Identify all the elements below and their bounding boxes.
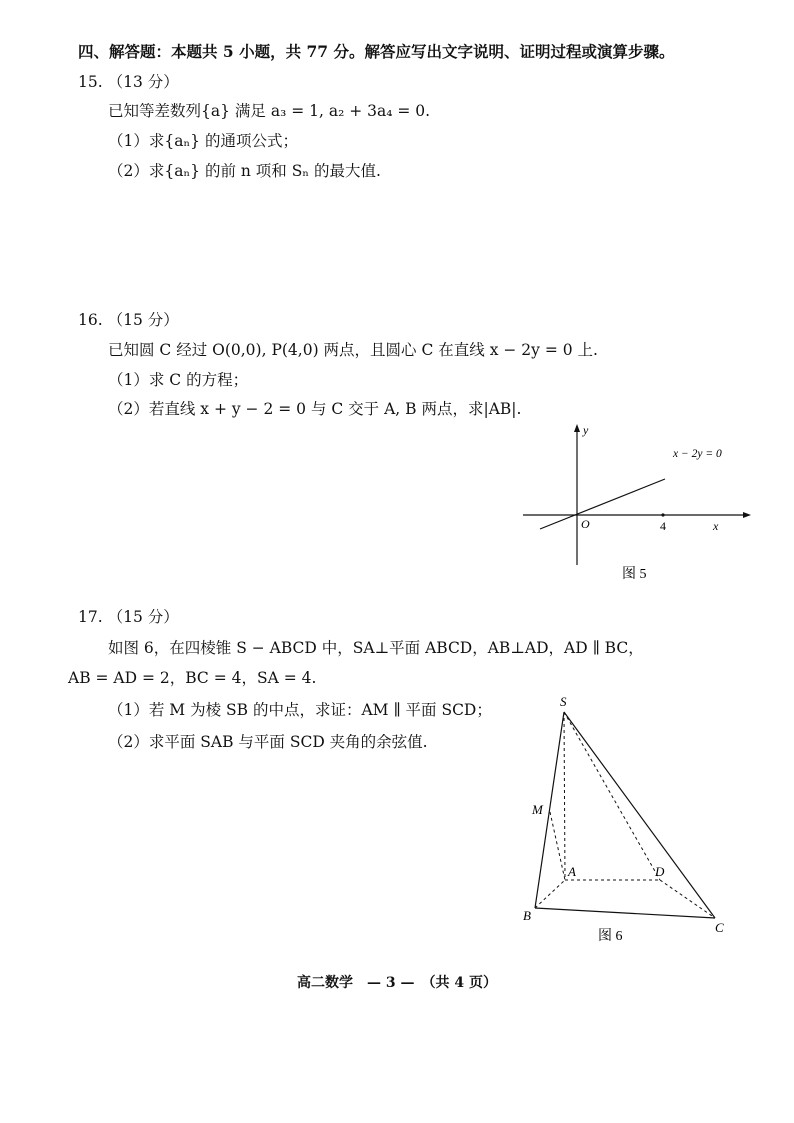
q17-title <box>78 605 179 627</box>
vertex-S-label: S <box>560 694 567 709</box>
q17-part1: （1）若 M 为棱 SB 的中点，求证：AM ∥ 平面 SCD； <box>108 701 492 719</box>
q15-number: 15. <box>78 73 103 91</box>
q16-part2: （2）若直线 x + y − 2 = 0 与 C 交于 A, B 两点，求|AB|. <box>108 400 522 418</box>
vertex-D-label: D <box>655 864 665 879</box>
section-header: 四、解答题：本题共 5 小题，共 77 分。解答应写出文字说明、证明过程或演算步骤。 <box>78 42 675 61</box>
figure-6 <box>510 690 750 950</box>
q17-part2: （2）求平面 SAB 与平面 SCD 夹角的余弦值. <box>108 733 428 751</box>
y-axis-label: y <box>583 423 589 437</box>
figure-5-caption: 图 5 <box>622 567 647 582</box>
q17-points: （15 分） <box>107 608 179 626</box>
q15-stem-tail: } 满足 a₃ = 1, a₂ + 3a₄ = 0. <box>220 102 431 120</box>
y-axis-arrow-icon <box>574 424 580 432</box>
edge-SD <box>564 712 660 880</box>
origin-label: O <box>581 517 590 531</box>
q17-stem-line1: 如图 6，在四棱锥 S − ABCD 中，SA⊥平面 ABCD，AB⊥AD，AD ∥ BC， <box>108 639 644 657</box>
line-x-2y-0 <box>540 479 665 529</box>
q15-part1: （1）求{aₙ} 的通项公式； <box>108 132 298 150</box>
page-footer: 高二数学 — 3 — （共 4 页） <box>297 975 497 991</box>
tick-4-label: 4 <box>660 519 666 533</box>
q16-number: 16. <box>78 311 103 329</box>
figure-5 <box>515 420 755 590</box>
edge-AB <box>535 880 565 908</box>
q15-points: （13 分） <box>107 73 179 91</box>
q17-stem-line2: AB = AD = 2，BC = 4，SA = 4. <box>68 669 317 687</box>
x-axis-label: x <box>713 519 719 533</box>
q16-part1: （1）求 C 的方程； <box>108 371 249 389</box>
q16-points: （15 分） <box>107 311 179 329</box>
vertex-A-label: A <box>568 864 576 879</box>
edge-BC <box>535 908 715 918</box>
q15-stem-text: 已知等差数列{a <box>108 102 221 120</box>
line-label: x − 2y = 0 <box>673 448 722 460</box>
tick-4-point <box>661 513 664 516</box>
vertex-M-label: M <box>532 802 543 817</box>
q17-number: 17. <box>78 608 103 626</box>
edge-SA <box>564 712 565 880</box>
edge-SC <box>564 712 715 918</box>
vertex-B-label: B <box>523 908 531 923</box>
q16-stem: 已知圆 C 经过 O(0,0), P(4,0) 两点，且圆心 C 在直线 x − 2y = 0 上. <box>108 341 598 359</box>
x-axis-arrow-icon <box>743 512 751 518</box>
edge-DC <box>660 880 715 918</box>
vertex-C-label: C <box>715 920 724 935</box>
q15-stem <box>108 99 430 121</box>
q16-title <box>78 308 179 330</box>
q15-title <box>78 70 179 92</box>
q15-part2: （2）求{aₙ} 的前 n 项和 Sₙ 的最大值. <box>108 162 381 180</box>
figure-6-caption: 图 6 <box>598 929 623 944</box>
edge-AM <box>550 812 565 880</box>
